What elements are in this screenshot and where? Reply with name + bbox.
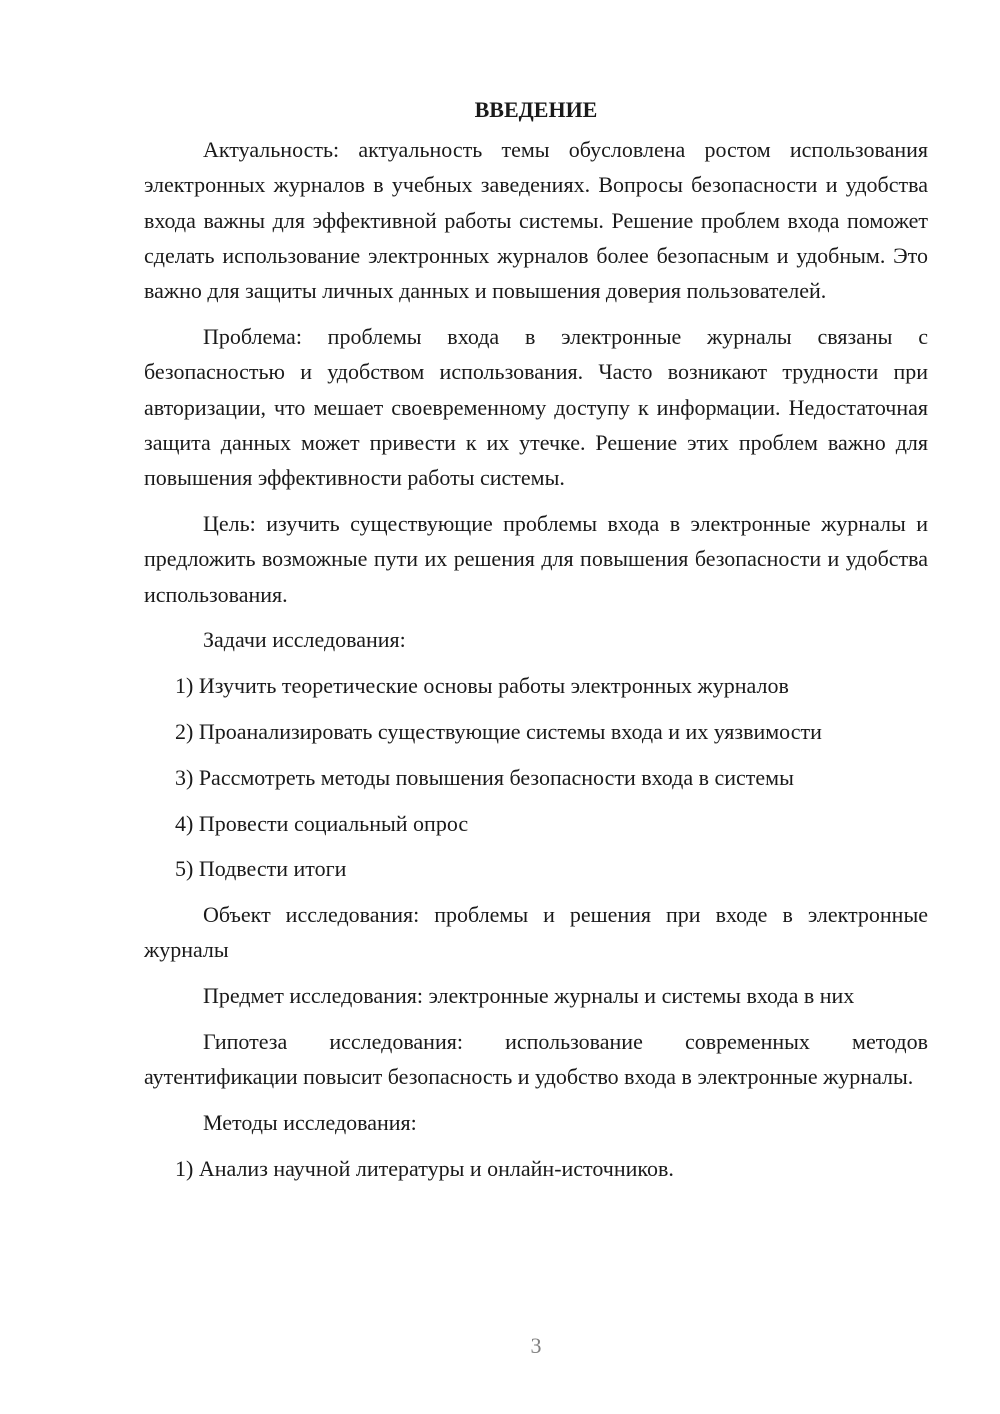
task-item: 3) Рассмотреть методы повышения безопасности входа в системы (175, 764, 794, 790)
task-item: 2) Проанализировать существующие системы входа и их уязвимости (175, 718, 822, 744)
task-item: 5) Подвести итоги (175, 856, 347, 882)
subject-paragraph: Предмет исследования: электронные журналы и системы входа в них (203, 983, 855, 1009)
object-paragraph: Объект исследования: проблемы и решения при входе в электронные журналы (144, 902, 928, 963)
page-title: ВВЕДЕНИЕ (474, 97, 598, 122)
goal-paragraph: Цель: изучить существующие проблемы входа в электронные журналы и предложить возможные пути их решения для повышения безопасности и удобства использования. (144, 510, 928, 607)
page-number: 3 (530, 1333, 542, 1358)
relevance-paragraph: Актуальность: актуальность темы обусловлена ростом использования электронных журналов в учебных заведениях. Вопросы безопасности и удобства входа важны для эффективной работы системы. Решение проблем входа поможет сделать использование электронных журналов более безопасным и удобным. Это важно для защиты личных данных и повышения доверия пользователей. (144, 137, 928, 304)
document-page (144, 92, 928, 1197)
task-item: 1) Изучить теоретические основы работы электронных журналов (175, 673, 789, 699)
tasks-heading: Задачи исследования: (203, 627, 406, 653)
hypothesis-paragraph: Гипотеза исследования: использование современных методов аутентификации повысит безопасность и удобство входа в электронные журналы. (144, 1029, 928, 1090)
task-item: 4) Провести социальный опрос (175, 810, 469, 836)
method-item: 1) Анализ научной литературы и онлайн-источников. (175, 1155, 674, 1181)
problem-paragraph: Проблема: проблемы входа в электронные журналы связаны с безопасностью и удобством использования. Часто возникают трудности при авторизации, что мешает своевременному доступу к информации. Недостаточная защита данных может привести к их утечке. Решение этих проблем важно для повышения эффективности работы системы. (144, 323, 928, 491)
methods-heading: Методы исследования: (203, 1110, 417, 1136)
